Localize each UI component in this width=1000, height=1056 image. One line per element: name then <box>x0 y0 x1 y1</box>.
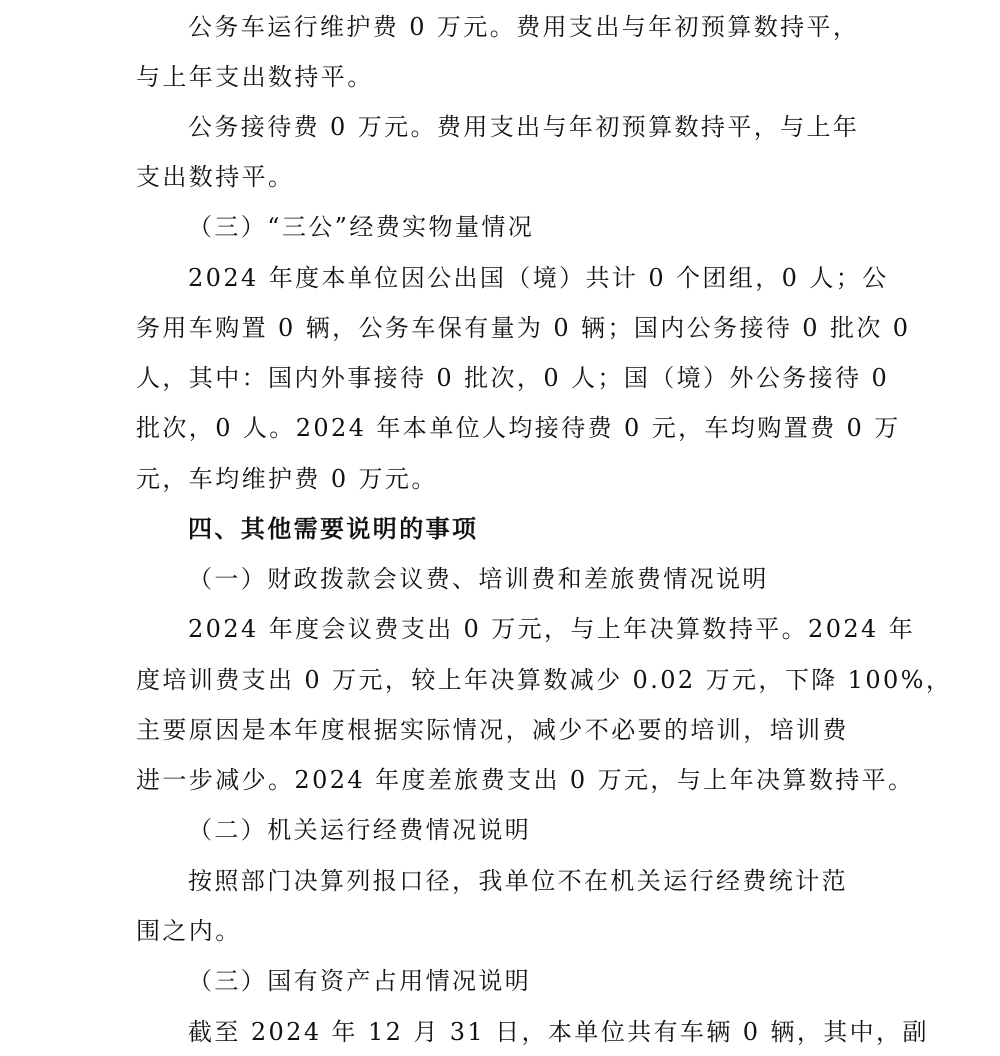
paragraph-physical-line-1: 2024 年度本单位因公出国（境）共计 0 个团组，0 人；公 <box>188 264 889 292</box>
paragraph-meeting-line-4: 进一步减少。2024 年度差旅费支出 0 万元，与上年决算数持平。 <box>136 766 915 794</box>
subheading-operating-expenses: （二）机关运行经费情况说明 <box>188 816 532 844</box>
subheading-physical-quantity: （三）“三公”经费实物量情况 <box>188 213 535 241</box>
paragraph-reception-line-1: 公务接待费 0 万元。费用支出与年初预算数持平，与上年 <box>188 113 860 141</box>
paragraph-physical-line-4: 批次，0 人。2024 年本单位人均接待费 0 元，车均购置费 0 万 <box>136 414 901 442</box>
paragraph-meeting-line-1: 2024 年度会议费支出 0 万元，与上年决算数持平。2024 年 <box>188 615 916 643</box>
section-heading-other-matters: 四、其他需要说明的事项 <box>188 514 479 543</box>
paragraph-physical-line-2: 务用车购置 0 辆，公务车保有量为 0 辆；国内公务接待 0 批次 0 <box>136 314 911 342</box>
paragraph-operating-line-2: 围之内。 <box>136 917 242 945</box>
paragraph-assets-line-1: 截至 2024 年 12 月 31 日，本单位共有车辆 0 辆，其中，副 <box>188 1018 929 1046</box>
paragraph-reception-line-2: 支出数持平。 <box>136 163 295 191</box>
paragraph-physical-line-3: 人，其中：国内外事接待 0 批次，0 人；国（境）外公务接待 0 <box>136 364 890 392</box>
subheading-meeting-training-travel: （一）财政拨款会议费、培训费和差旅费情况说明 <box>188 565 769 593</box>
subheading-state-assets: （三）国有资产占用情况说明 <box>188 967 532 995</box>
paragraph-vehicle-maintenance-line-1: 公务车运行维护费 0 万元。费用支出与年初预算数持平， <box>188 13 860 41</box>
paragraph-operating-line-1: 按照部门决算列报口径，我单位不在机关运行经费统计范 <box>188 867 848 895</box>
paragraph-vehicle-maintenance-line-2: 与上年支出数持平。 <box>136 63 374 91</box>
paragraph-meeting-line-2: 度培训费支出 0 万元，较上年决算数减少 0.02 万元，下降 100%， <box>136 666 953 694</box>
paragraph-physical-line-5: 元，车均维护费 0 万元。 <box>136 465 438 493</box>
paragraph-meeting-line-3: 主要原因是本年度根据实际情况，减少不必要的培训，培训费 <box>136 716 849 744</box>
